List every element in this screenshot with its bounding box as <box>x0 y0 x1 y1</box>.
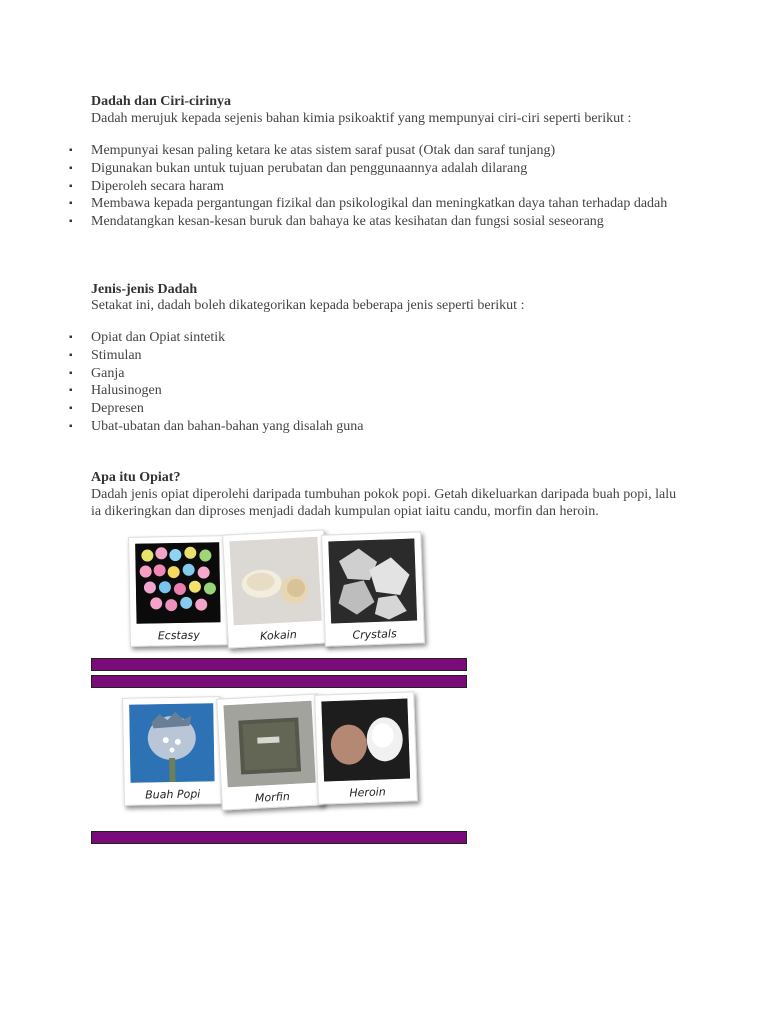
bullet-marker-icon: ▪ <box>69 216 73 228</box>
intro-dadah-ciri: Dadah merujuk kepada sejenis bahan kimia psikoaktif yang mempunyai ciri-ciri seperti berikut : <box>91 111 632 126</box>
photo-card-buah-popi <box>122 696 222 806</box>
photo-caption: Morfin <box>254 790 291 805</box>
list-item: ▪ Digunakan bukan untuk tujuan perubatan dan penggunaannya adalah dilarang <box>69 160 528 176</box>
intro-jenis-dadah: Setakat ini, dadah boleh dikategorikan kepada beberapa jenis seperti berikut : <box>91 298 525 313</box>
list-item: ▪ Opiat dan Opiat sintetik <box>69 330 226 345</box>
intro-apa-itu-opiat: Dadah jenis opiat diperolehi daripada tumbuhan pokok popi. Getah dikeluarkan daripada buah popi, lalu ia dikeringkan dan diproses menjadi dadah kumpulan opiat iaitu candu, morfin dan heroin. <box>91 487 677 519</box>
bullet-marker-icon: ▪ <box>69 367 73 379</box>
list-item: ▪ Ganja <box>69 365 125 381</box>
crystals-image <box>328 539 417 624</box>
bullet-marker-icon: ▪ <box>69 145 73 156</box>
photo-caption: Ecstasy <box>157 628 200 643</box>
list-item: ▪ Mempunyai kesan paling ketara ke atas sistem saraf pusat (Otak dan saraf tunjang) <box>69 143 556 158</box>
divider-bar <box>91 831 467 844</box>
heading-jenis-dadah: Jenis-jenis Dadah <box>91 282 198 297</box>
divider-bar <box>91 658 467 671</box>
divider-bar <box>91 675 467 688</box>
kokain-image <box>229 537 321 625</box>
ecstasy-image <box>135 542 220 623</box>
heading-apa-itu-opiat: Apa itu Opiat? <box>91 470 181 485</box>
photo-card-kokain <box>222 529 330 648</box>
heading-dadah-ciri: Dadah dan Ciri-cirinya <box>91 94 232 109</box>
photo-caption: Kokain <box>259 627 298 643</box>
photo-caption: Buah Popi <box>145 787 201 802</box>
morfin-image <box>223 701 315 787</box>
list-item: ▪ Ubat-ubatan dan bahan-bahan yang disalah guna <box>69 418 364 434</box>
photo-card-ecstasy <box>128 535 228 647</box>
buah-popi-image <box>129 703 214 782</box>
heroin-image <box>321 699 410 782</box>
bullet-marker-icon: ▪ <box>69 420 73 432</box>
photo-card-crystals <box>321 531 425 646</box>
bullet-marker-icon: ▪ <box>69 180 73 192</box>
photo-caption: Heroin <box>349 785 386 800</box>
photo-card-heroin <box>314 691 418 804</box>
list-item: ▪ Depresen <box>69 401 144 417</box>
bullet-marker-icon: ▪ <box>69 385 73 397</box>
bullet-marker-icon: ▪ <box>69 198 73 210</box>
bullet-marker-icon: ▪ <box>69 162 73 174</box>
list-item: ▪ Mendatangkan kesan-kesan buruk dan bahaya ke atas kesihatan dan fungsi sosial seseorang <box>69 214 604 230</box>
list-item: ▪ Membawa kepada pergantungan fizikal dan psikologikal dan meningkatkan daya tahan terhadap dadah <box>69 196 668 212</box>
list-item: ▪ Diperoleh secara haram <box>69 178 224 194</box>
bullet-marker-icon: ▪ <box>69 403 73 415</box>
photo-card-morfin <box>216 693 324 810</box>
list-item: ▪ Halusinogen <box>69 383 162 399</box>
bullet-marker-icon: ▪ <box>69 332 73 343</box>
bullet-list-ciri <box>69 142 689 231</box>
photo-caption: Crystals <box>352 627 397 642</box>
bullet-list-jenis <box>69 329 689 436</box>
list-item: ▪ Stimulan <box>69 347 142 363</box>
bullet-marker-icon: ▪ <box>69 349 73 361</box>
